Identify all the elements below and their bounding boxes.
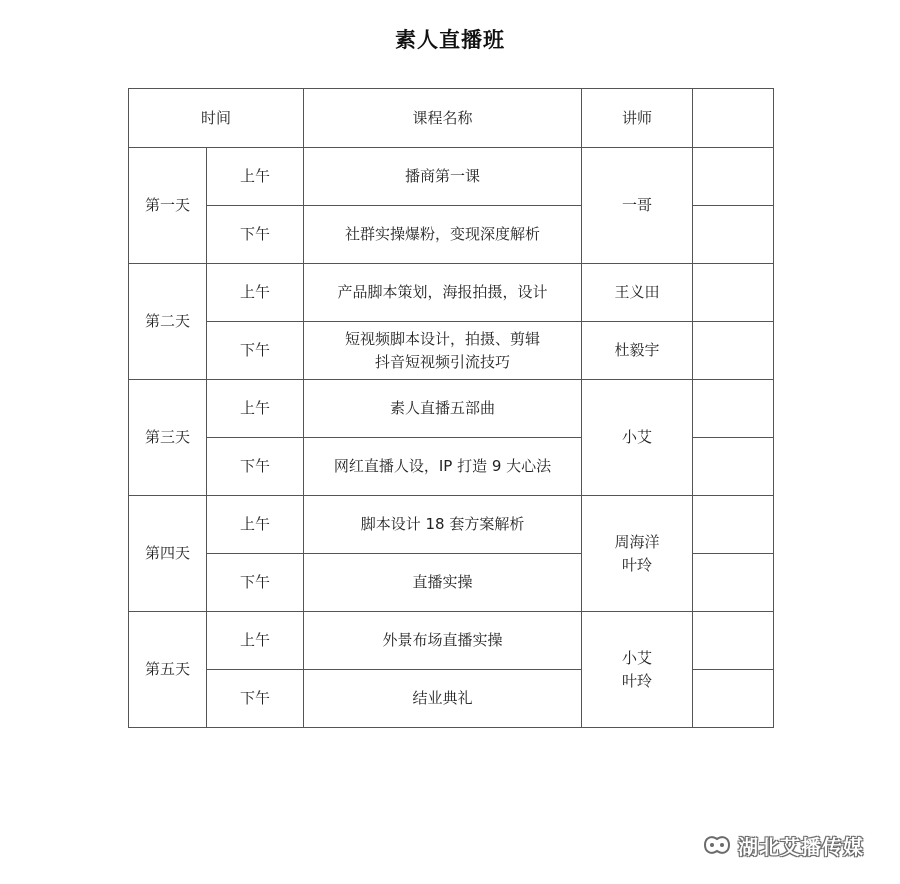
teacher-name	[582, 612, 693, 728]
schedule-body	[129, 89, 774, 728]
teacher-line: 小艾	[622, 428, 653, 446]
period-label: 上午	[207, 264, 304, 322]
course-name	[304, 438, 582, 496]
schedule-table	[128, 88, 774, 728]
extra-cell	[693, 670, 774, 728]
day-label: 第五天	[129, 612, 207, 728]
period-label: 下午	[207, 554, 304, 612]
period-label: 上午	[207, 612, 304, 670]
course-line: 脚本设计 18 套方案解析	[360, 515, 525, 533]
teacher-name	[582, 148, 693, 264]
course-line: 直播实操	[412, 573, 473, 591]
course-name	[304, 264, 582, 322]
wechat-channel-icon	[702, 832, 732, 858]
header-extra	[693, 89, 774, 148]
period-label: 上午	[207, 380, 304, 438]
table-row	[129, 148, 774, 206]
course-line: 社群实操爆粉，变现深度解析	[345, 225, 541, 243]
extra-cell	[693, 322, 774, 380]
period-label: 下午	[207, 322, 304, 380]
course-name	[304, 380, 582, 438]
period-label: 下午	[207, 670, 304, 728]
course-line: 网红直播人设，IP 打造 9 大心法	[333, 457, 552, 475]
table-row	[129, 322, 774, 380]
extra-cell	[693, 148, 774, 206]
period-label: 上午	[207, 496, 304, 554]
period-label: 上午	[207, 148, 304, 206]
extra-cell	[693, 380, 774, 438]
teacher-name	[582, 264, 693, 322]
course-name	[304, 670, 582, 728]
extra-cell	[693, 206, 774, 264]
teacher-line: 小艾	[622, 648, 653, 667]
course-name	[304, 612, 582, 670]
header-teacher: 讲师	[582, 89, 693, 148]
teacher-line: 周海洋	[614, 532, 660, 551]
extra-cell	[693, 554, 774, 612]
extra-cell	[693, 438, 774, 496]
table-row	[129, 612, 774, 670]
course-line: 结业典礼	[412, 689, 473, 707]
teacher-line: 杜毅宇	[614, 341, 660, 359]
course-name	[304, 322, 582, 380]
day-label: 第四天	[129, 496, 207, 612]
table-row	[129, 380, 774, 438]
teacher-name	[582, 496, 693, 612]
course-line: 抖音短视频引流技巧	[375, 352, 511, 371]
period-label: 下午	[207, 438, 304, 496]
teacher-line: 叶玲	[622, 555, 653, 574]
course-name	[304, 554, 582, 612]
teacher-line: 叶玲	[622, 671, 653, 690]
day-label: 第一天	[129, 148, 207, 264]
teacher-name	[582, 380, 693, 496]
course-name	[304, 206, 582, 264]
header-course: 课程名称	[304, 89, 582, 148]
course-line: 素人直播五部曲	[390, 399, 496, 417]
header-row	[129, 89, 774, 148]
period-label: 下午	[207, 206, 304, 264]
header-time: 时间	[129, 89, 304, 148]
extra-cell	[693, 264, 774, 322]
table-row	[129, 264, 774, 322]
teacher-name	[582, 322, 693, 380]
document-title: 素人直播班	[395, 27, 505, 52]
day-label: 第二天	[129, 264, 207, 380]
course-line: 短视频脚本设计，拍摄、剪辑	[345, 329, 541, 348]
teacher-line: 一哥	[622, 196, 653, 214]
course-name	[304, 148, 582, 206]
course-line: 播商第一课	[405, 167, 481, 185]
watermark	[702, 828, 864, 862]
course-line: 外景布场直播实操	[382, 631, 503, 649]
table-row	[129, 496, 774, 554]
extra-cell	[693, 612, 774, 670]
course-name	[304, 496, 582, 554]
day-label: 第三天	[129, 380, 207, 496]
watermark-text: 湖北艾播传媒	[738, 834, 864, 859]
course-line: 产品脚本策划，海报拍摄，设计	[337, 283, 548, 301]
extra-cell	[693, 496, 774, 554]
teacher-line: 王义田	[614, 283, 660, 301]
